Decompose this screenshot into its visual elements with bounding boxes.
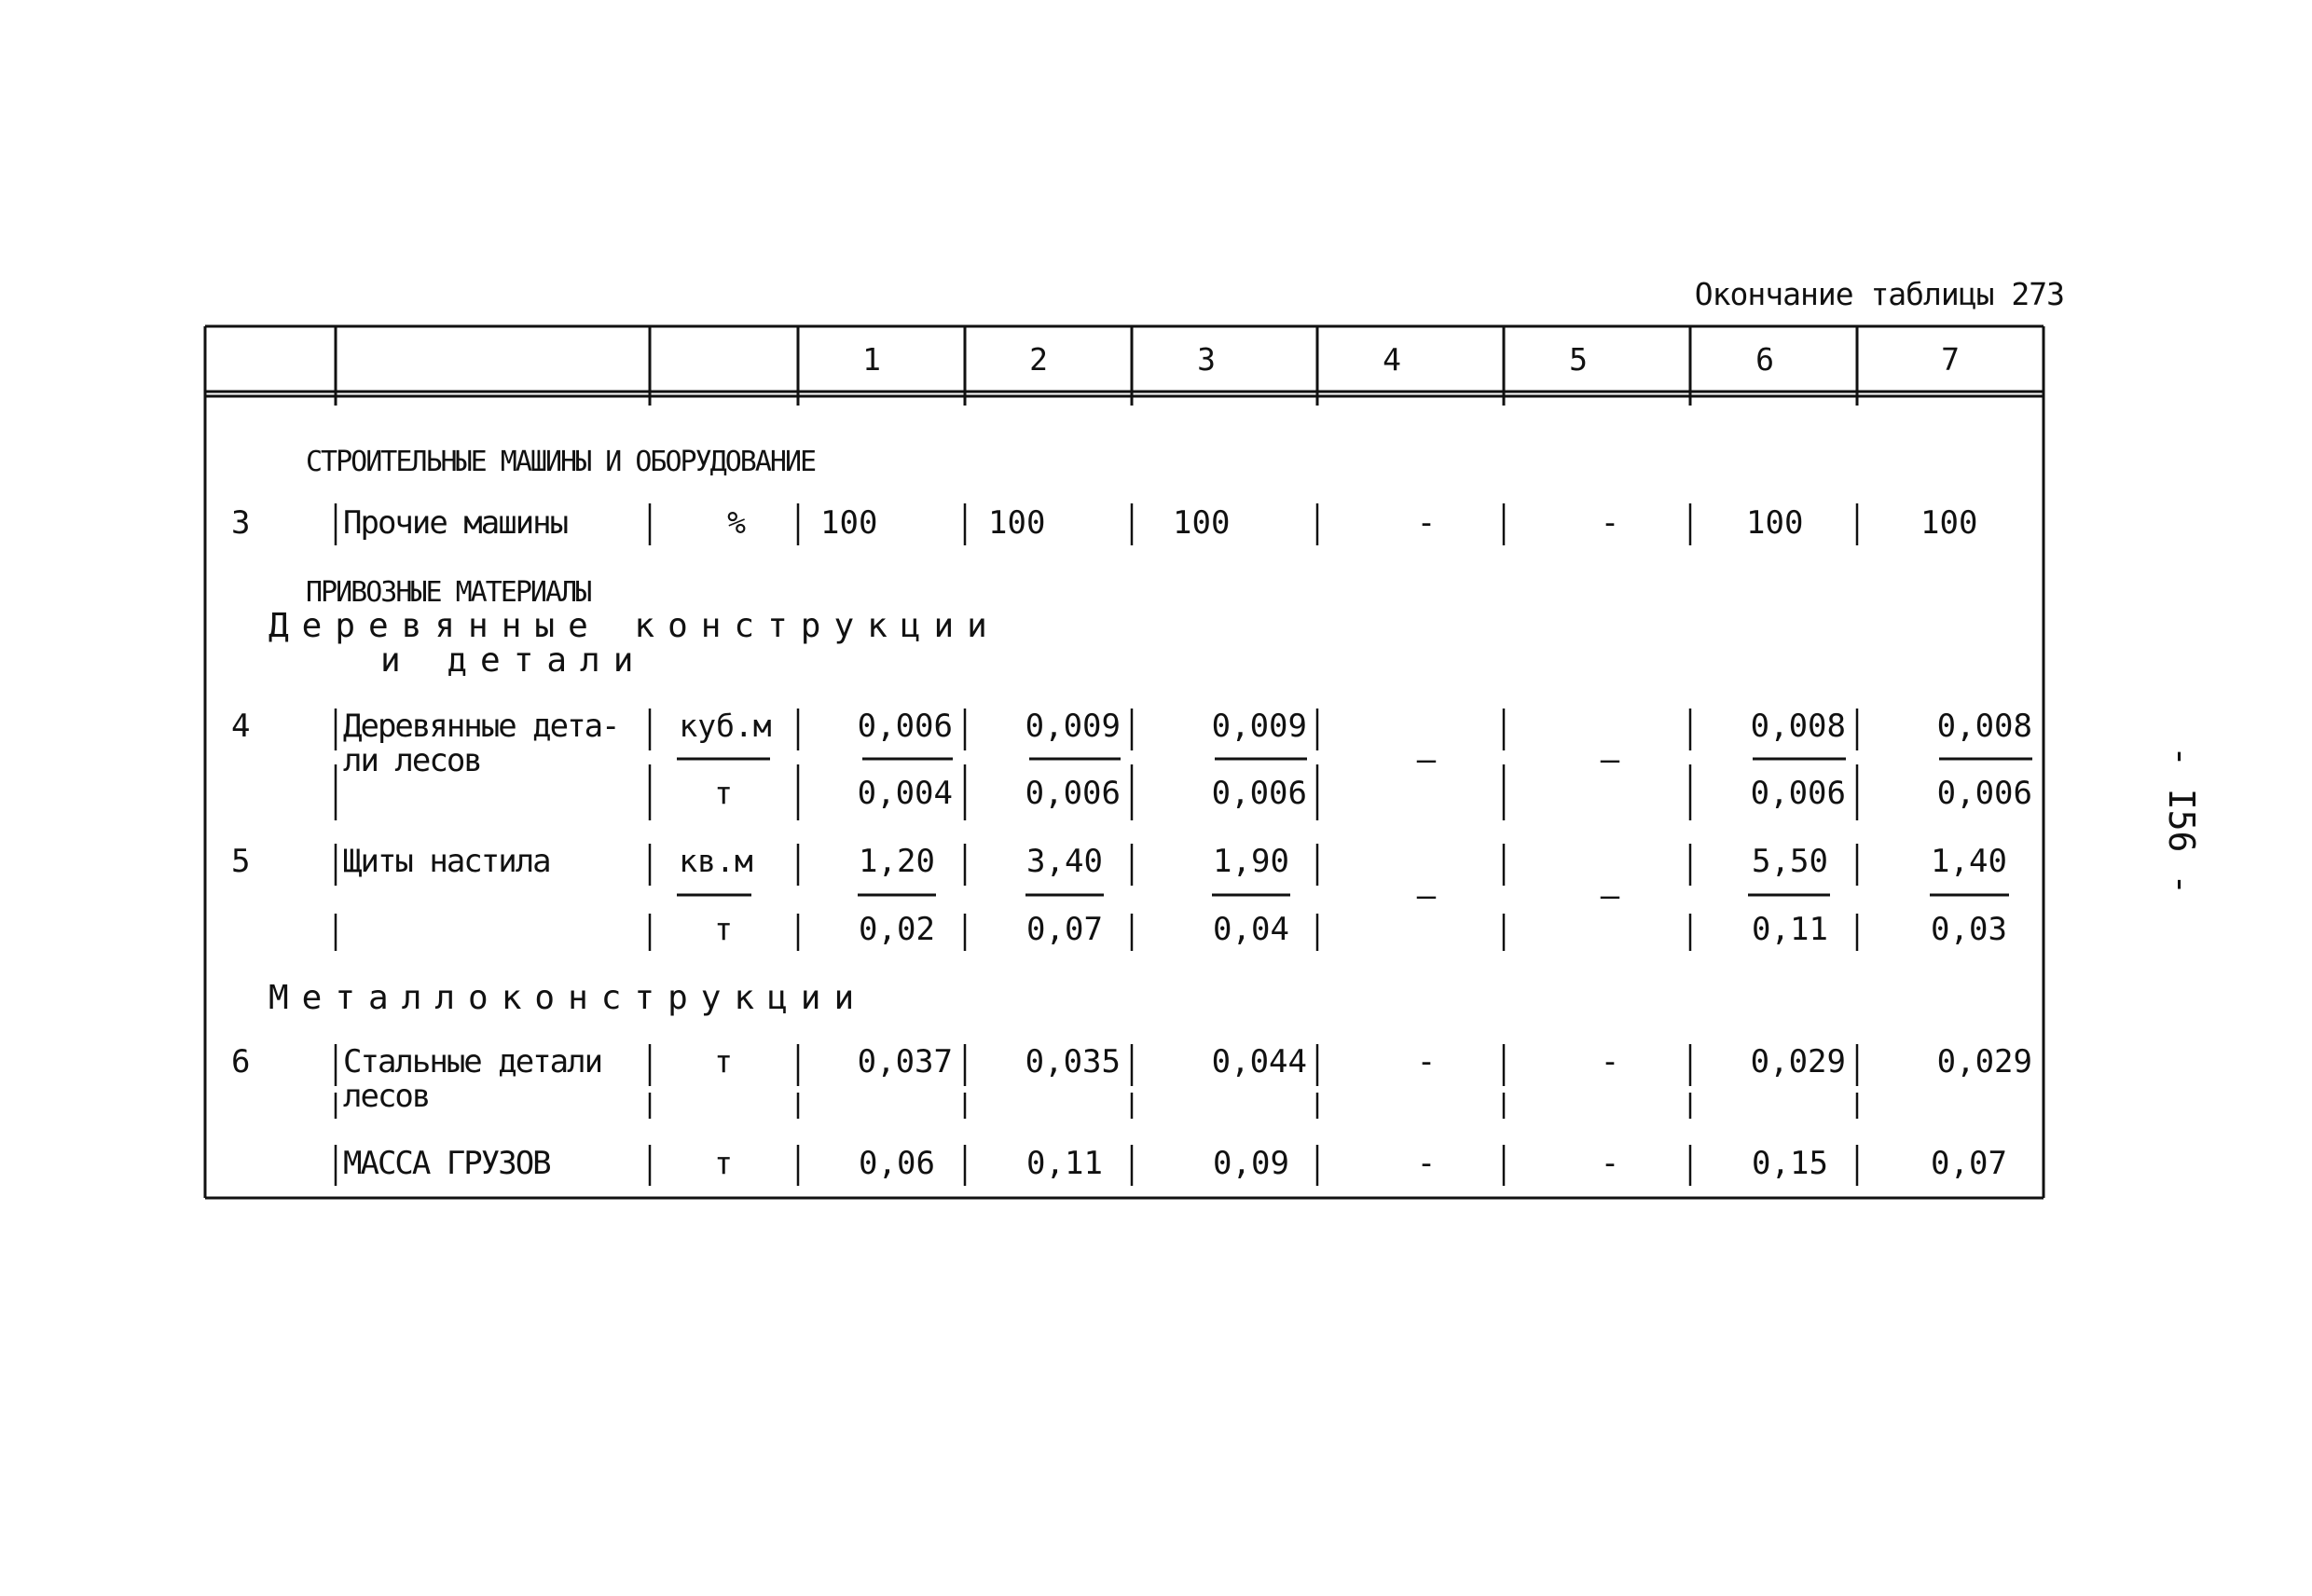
cell-value-2: 0,04 <box>1213 911 1289 948</box>
row-unit: кв.м <box>679 843 753 879</box>
cell-value: 5,50 <box>1752 843 1828 880</box>
section-wood-line2: и детали <box>380 641 647 680</box>
cell-value: 0,006 <box>857 708 953 745</box>
cell-value: – <box>1600 741 1620 778</box>
cell-value: – <box>1600 877 1620 915</box>
row-unit-2: т <box>714 911 733 947</box>
cell-value: - <box>1600 1145 1620 1182</box>
cell-value: 0,035 <box>1025 1043 1121 1080</box>
row-number: 4 <box>231 708 251 745</box>
row-number: 3 <box>231 504 251 542</box>
cell-value: 0,044 <box>1211 1043 1307 1080</box>
row-number: 5 <box>231 843 251 880</box>
cell-value: 0,037 <box>857 1043 953 1080</box>
row-unit: % <box>727 504 746 541</box>
header-col-2: 2 <box>1029 341 1048 378</box>
cell-value: 0,008 <box>1750 708 1846 745</box>
cell-value: - <box>1600 1043 1620 1080</box>
cell-value: - <box>1416 1043 1437 1080</box>
cell-value-2: 0,006 <box>1211 775 1307 812</box>
cell-value: - <box>1416 1145 1437 1182</box>
row-unit: куб.м <box>679 708 772 744</box>
cell-value: - <box>1416 504 1437 542</box>
cell-value: 100 <box>1173 504 1231 542</box>
row-label: МАССА ГРУЗОВ <box>343 1145 550 1182</box>
cell-value: 100 <box>820 504 878 542</box>
cell-value: 0,09 <box>1213 1145 1289 1182</box>
cell-value-2: 0,02 <box>859 911 935 948</box>
row-unit-2: т <box>714 775 733 811</box>
row-label-line-2: лесов <box>343 1078 430 1115</box>
header-col-1: 1 <box>862 341 881 378</box>
row-number: 6 <box>231 1043 251 1080</box>
cell-value-2: 0,004 <box>857 775 953 812</box>
row-unit: т <box>714 1145 733 1181</box>
table-caption: Окончание таблицы 273 <box>1694 276 2064 312</box>
section-wood-line1: Деревянные конструкции <box>268 607 1000 645</box>
row-label: Прочие машины <box>343 504 568 542</box>
table-row <box>231 843 2009 948</box>
header-col-6: 6 <box>1755 341 1774 378</box>
table-row-total <box>343 1145 2007 1182</box>
cell-value-2: 0,07 <box>1026 911 1103 948</box>
cell-value: 1,90 <box>1213 843 1289 880</box>
cell-value: 100 <box>1920 504 1978 542</box>
cell-value: 0,009 <box>1211 708 1307 745</box>
header-col-7: 7 <box>1941 341 1960 378</box>
page-number: - I56 - <box>2161 746 2202 896</box>
header-col-5: 5 <box>1569 341 1588 378</box>
cell-value: 100 <box>988 504 1046 542</box>
cell-value: 0,07 <box>1931 1145 2007 1182</box>
cell-value: 0,11 <box>1026 1145 1103 1182</box>
cell-value: 0,15 <box>1752 1145 1828 1182</box>
table-row <box>231 504 1977 542</box>
cell-value-2: 0,006 <box>1025 775 1121 812</box>
cell-value: 0,06 <box>859 1145 935 1182</box>
cell-value: 0,029 <box>1750 1043 1846 1080</box>
cell-value-2: 0,006 <box>1750 775 1846 812</box>
cell-value: - <box>1600 504 1620 542</box>
cell-value: 0,009 <box>1025 708 1121 745</box>
cell-value: – <box>1416 741 1437 778</box>
header-col-4: 4 <box>1383 341 1401 378</box>
row-label-line-2: ли лесов <box>343 742 481 779</box>
cell-value-2: 0,006 <box>1936 775 2032 812</box>
cell-value: 0,008 <box>1936 708 2032 745</box>
cell-value-2: 0,03 <box>1931 911 2007 948</box>
row-unit: т <box>714 1043 733 1080</box>
row-label-line-1: Стальные детали <box>343 1043 602 1080</box>
section-materials: ПРИВОЗНЫЕ МАТЕРИАЛЫ <box>306 576 591 609</box>
cell-value: 1,20 <box>859 843 935 880</box>
header-col-3: 3 <box>1197 341 1216 378</box>
cell-value: 100 <box>1746 504 1804 542</box>
cell-value-2: 0,11 <box>1752 911 1828 948</box>
row-label-line-1: Деревянные дета- <box>343 708 619 745</box>
cell-value: 1,40 <box>1931 843 2007 880</box>
section-metal: Металлоконструкции <box>268 979 868 1017</box>
row-label: Щиты настила <box>343 843 550 880</box>
cell-value: – <box>1416 877 1437 915</box>
section-machines: СТРОИТЕЛЬНЫЕ МАШИНЫ И ОБОРУДОВАНИЕ <box>306 446 816 478</box>
cell-value: 0,029 <box>1936 1043 2032 1080</box>
cell-value: 3,40 <box>1026 843 1103 880</box>
